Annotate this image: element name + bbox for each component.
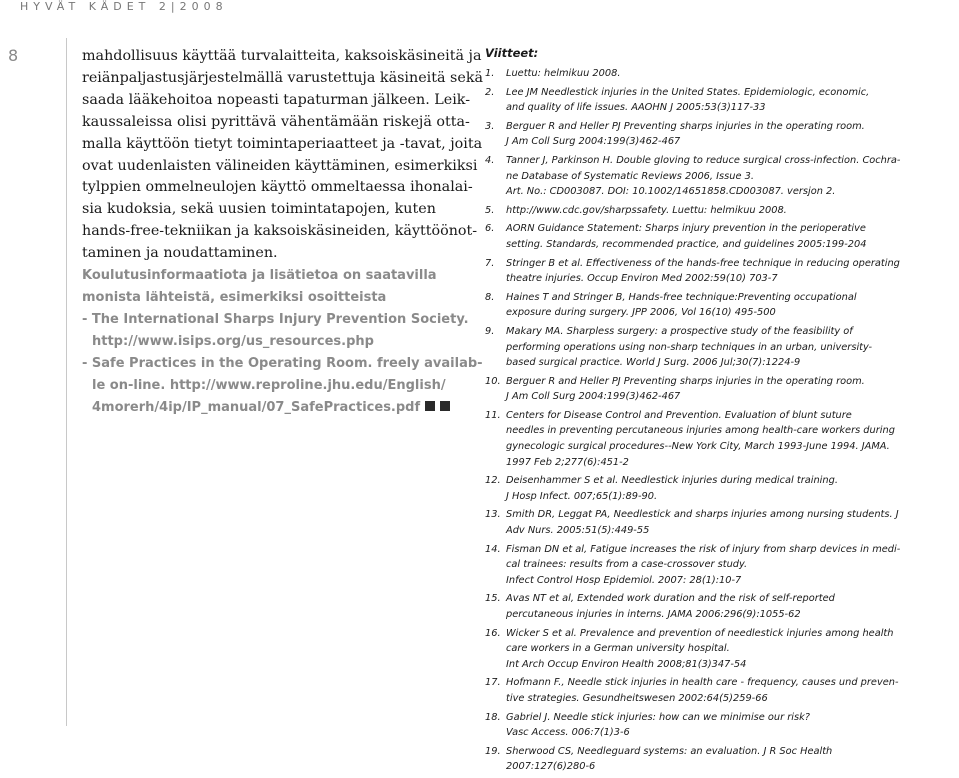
- reference-text: AORN Guidance Statement: Sharps injury prevention in the perioperative: [506, 223, 866, 235]
- reference-text: performing operations using non-sharp techniques in an urban, university-: [506, 341, 872, 353]
- reference-text: and quality of life issues. AAOHN J 2005:53(3)117-33: [506, 102, 766, 114]
- reference-text: based surgical practice. World J Surg. 2006 Jul;30(7):1224-9: [506, 357, 801, 369]
- reference-item: [485, 221, 955, 252]
- body-line: taminen ja noudattaminen.: [82, 245, 278, 262]
- reference-text: Art. No.: CD003087. DOI: 10.1002/14651858.CD003087. versjon 2.: [506, 186, 836, 198]
- reference-item: [485, 507, 955, 538]
- reference-item: [485, 591, 955, 622]
- column-divider: [66, 38, 67, 726]
- reference-text: Berguer R and Heller PJ Preventing sharps injuries in the operating room.: [506, 375, 865, 387]
- reference-item: [485, 473, 955, 504]
- body-line: ovat uudenlaisten välineiden käyttäminen, esimerkiksi: [82, 157, 478, 174]
- isips-link[interactable]: http://www.isips.org/us_resources.php: [92, 333, 374, 349]
- reference-text: http://www.cdc.gov/sharpssafety. Luettu: helmikuu 2008.: [506, 204, 787, 216]
- reference-text: Fisman DN et al, Fatigue increases the risk of injury from sharp devices in medi-: [506, 543, 901, 555]
- reference-text: setting. Standards, recommended practice, and guidelines 2005:199-204: [506, 238, 867, 250]
- end-mark-icon: [440, 401, 450, 411]
- reference-text: Adv Nurs. 2005:51(5):449-55: [506, 525, 650, 537]
- reference-text: Stringer B et al. Effectiveness of the hands-free technique in reducing operating: [506, 257, 900, 269]
- reference-text: J Am Coll Surg 2004:199(3)462-467: [506, 391, 681, 403]
- reference-number: 11.: [485, 409, 501, 421]
- body-line: kaussaleissa olisi pyrittävä vähentämään riskejä otta-: [82, 113, 470, 130]
- reference-text: Luettu: helmikuu 2008.: [506, 68, 621, 79]
- reference-text: percutaneous injuries in interns. JAMA 2006:296(9):1055-62: [506, 609, 801, 620]
- reference-number: 8.: [485, 291, 495, 303]
- reference-item: [485, 710, 955, 741]
- reference-text: J Hosp Infect. 007;65(1):89-90.: [506, 490, 658, 502]
- page-number: 8: [8, 46, 19, 65]
- reference-number: 6.: [485, 223, 495, 235]
- reference-text: exposure during surgery. JPP 2006, Vol 16(10) 495-500: [506, 307, 776, 319]
- reference-text: Smith DR, Leggat PA, Needlestick and sharps injuries among nursing students. J: [506, 509, 899, 521]
- reference-item: [485, 203, 955, 219]
- reference-text: Berguer R and Heller PJ Preventing sharps injuries in the operating room.: [506, 120, 865, 132]
- reference-text: J Am Coll Surg 2004:199(3)462-467: [506, 136, 681, 148]
- reference-text: cal trainees: results from a case-crossover study.: [506, 559, 748, 571]
- reference-text: care workers in a German university hospital.: [506, 643, 730, 655]
- reference-text: needles in preventing percutaneous injuries among health-care workers during: [506, 425, 895, 437]
- reference-text: Vasc Access. 006:7(1)3-6: [506, 727, 630, 739]
- reference-item: [485, 85, 955, 116]
- reference-number: 12.: [485, 475, 501, 487]
- end-mark-icon: [425, 401, 435, 411]
- resources-paragraph: [82, 265, 483, 418]
- references-list: [485, 66, 955, 775]
- reference-number: 19.: [485, 745, 501, 757]
- reference-number: 13.: [485, 509, 501, 521]
- reference-item: [485, 542, 955, 589]
- reference-text: ne Database of Systematic Reviews 2006, Issue 3.: [506, 170, 754, 182]
- reference-text: 2007:127(6)280-6: [506, 761, 596, 773]
- reproline-link-continued[interactable]: [82, 397, 462, 419]
- resources-line: Koulutusinformaatiota ja lisätietoa on saatavilla: [82, 268, 437, 284]
- references-title: Viitteet:: [485, 46, 539, 60]
- reference-number: 14.: [485, 543, 501, 555]
- reference-item: [485, 119, 955, 150]
- reference-text: gynecologic surgical procedures--New York City, March 1993-June 1994. JAMA.: [506, 441, 890, 453]
- reference-item: [485, 290, 955, 321]
- reference-number: 15.: [485, 593, 501, 605]
- reference-item: [485, 324, 955, 371]
- references-column: [485, 46, 955, 778]
- running-header: HYVÄT KÄDET 2|2008: [20, 0, 228, 13]
- reference-item: [485, 66, 955, 82]
- reproline-link[interactable]: le on-line. http://www.reproline.jhu.edu/English/: [92, 377, 446, 393]
- reference-text: Haines T and Stringer B, Hands-free technique:Preventing occupational: [506, 291, 857, 303]
- reference-item: [485, 374, 955, 405]
- body-line: saada lääkehoitoa nopeasti tapaturman jälkeen. Leik-: [82, 91, 471, 108]
- body-line: mahdollisuus käyttää turvalaitteita, kaksoiskäsineitä ja: [82, 48, 482, 64]
- reference-number: 9.: [485, 325, 495, 337]
- reference-text: Makary MA. Sharpless surgery: a prospective study of the feasibility of: [506, 325, 853, 337]
- reference-number: 4.: [485, 154, 495, 166]
- reference-text: Deisenhammer S et al. Needlestick injuries during medical training.: [506, 475, 838, 487]
- reference-item: [485, 675, 955, 706]
- body-line: reiänpaljastusjärjestelmällä varustettuja käsineitä sekä: [82, 69, 484, 86]
- resources-line: monista lähteistä, esimerkiksi osoitteista: [82, 289, 387, 305]
- reference-item: [485, 626, 955, 673]
- reference-text: tive strategies. Gesundheitswesen 2002:64(5)259-66: [506, 692, 768, 704]
- reference-text: Avas NT et al, Extended work duration and the risk of self-reported: [506, 593, 835, 605]
- reference-number: 17.: [485, 677, 501, 689]
- reference-text: Wicker S et al. Prevalence and prevention of needlestick injuries among health: [506, 627, 894, 639]
- main-text-column: [82, 46, 484, 418]
- reference-text: theatre injuries. Occup Environ Med 2002:59(10) 703-7: [506, 273, 778, 285]
- body-line: sia kudoksia, sekä uusien toimintatapojen, kuten: [82, 201, 436, 218]
- reproline-link-text[interactable]: 4morerh/4ip/IP_manual/07_SafePractices.pdf: [92, 399, 421, 415]
- reference-text: Centers for Disease Control and Prevention. Evaluation of blunt suture: [506, 409, 852, 421]
- body-line: tylppien ommelneulojen käyttö ommeltaessa ihonalai-: [82, 179, 473, 196]
- resources-line: - The International Sharps Injury Prevention Society.: [82, 311, 469, 327]
- reference-text: Hofmann F., Needle stick injuries in health care - frequency, causes und preven-: [506, 677, 899, 689]
- reference-text: Int Arch Occup Environ Health 2008;81(3)347-54: [506, 658, 747, 670]
- reference-number: 7.: [485, 257, 495, 269]
- reference-item: [485, 153, 955, 200]
- reference-number: 18.: [485, 711, 501, 723]
- reference-text: Tanner J, Parkinson H. Double gloving to reduce surgical cross-infection. Cochra-: [506, 154, 901, 166]
- reference-number: 2.: [485, 86, 495, 98]
- reference-item: [485, 744, 955, 775]
- body-line: malla käyttöön tietyt toimintaperiaatteet ja -tavat, joita: [82, 135, 483, 152]
- reference-number: 16.: [485, 627, 501, 639]
- reference-number: 1.: [485, 68, 495, 79]
- reference-text: Lee JM Needlestick injuries in the United States. Epidemiologic, economic,: [506, 86, 870, 98]
- reference-number: 10.: [485, 375, 501, 387]
- reference-text: Infect Control Hosp Epidemiol. 2007: 28(1):10-7: [506, 574, 742, 586]
- reference-item: [485, 256, 955, 287]
- reference-number: 3.: [485, 120, 495, 132]
- body-paragraph: [82, 46, 484, 265]
- reference-text: 1997 Feb 2;277(6):451-2: [506, 456, 629, 468]
- body-line: hands-free-tekniikan ja kaksoiskäsineiden, käyttöönot-: [82, 223, 478, 240]
- reference-text: Sherwood CS, Needleguard systems: an evaluation. J R Soc Health: [506, 745, 833, 757]
- reference-text: Gabriel J. Needle stick injuries: how can we minimise our risk?: [506, 711, 810, 723]
- resources-line: - Safe Practices in the Operating Room. freely availab-: [82, 355, 483, 371]
- reference-number: 5.: [485, 204, 495, 216]
- reference-item: [485, 408, 955, 470]
